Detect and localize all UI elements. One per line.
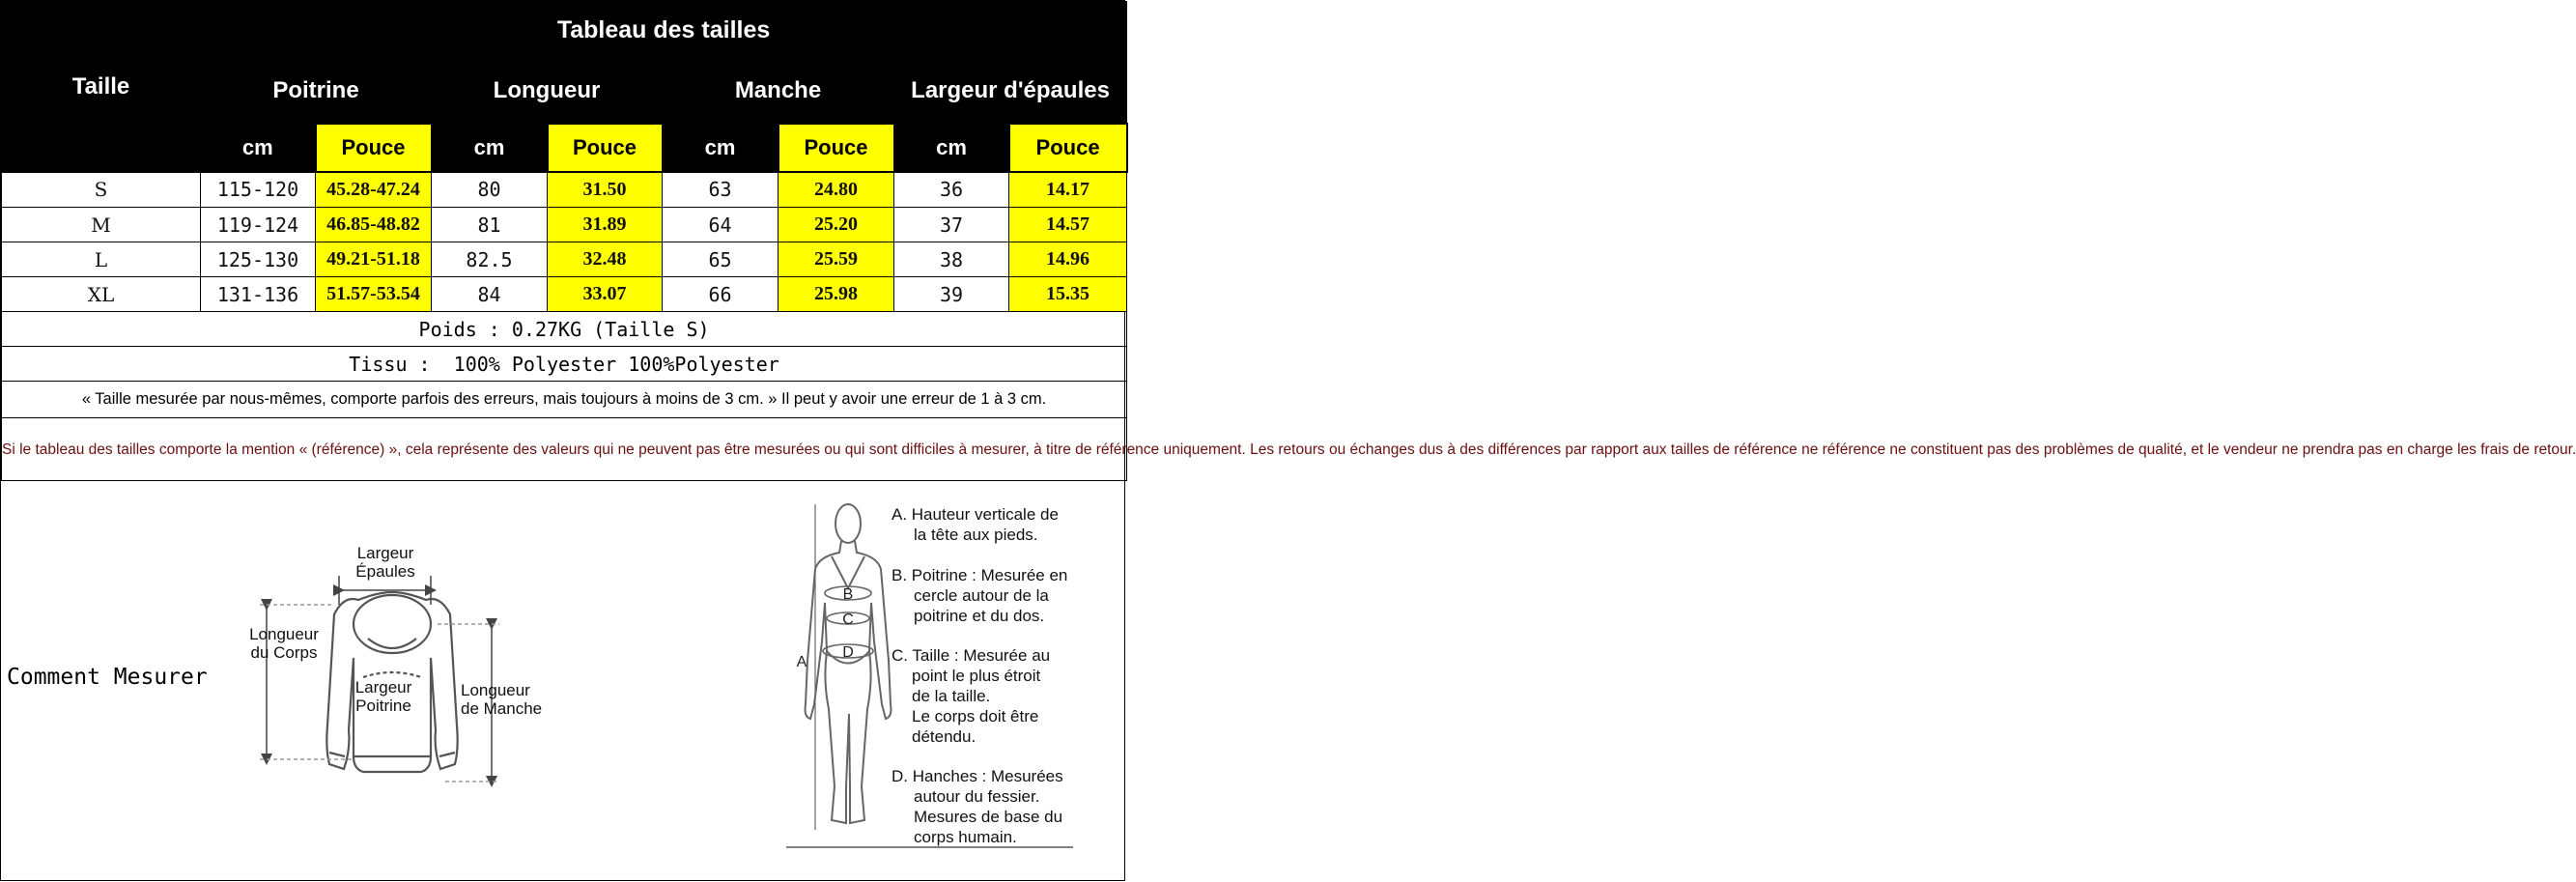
legend-text: détendu. — [912, 727, 977, 746]
legend-text: C. Taille : Mesurée au — [892, 646, 1051, 665]
legend-text: point le plus étroit — [912, 667, 1041, 685]
table-row — [2, 242, 1127, 277]
unit-cm: cm — [894, 124, 1009, 172]
legend-text: la tête aux pieds. — [914, 526, 1038, 544]
chest-cm-cell: 131-136 — [201, 277, 316, 312]
length-inch-cell: 33.07 — [548, 277, 663, 312]
reference-note: Si le tableau des tailles comporte la mention « (référence) », cela représente des valeurs qui ne peuvent pas être mesurées ou qui sont difficiles à mesurer, à titre de référence uniquement. Les retours ou échanges dus à des différences par rapport aux tailles de référence ne référence ne constituent pas des problèmes de qualité, et le vendeur ne prendra pas en charge les frais de retour. — [2, 418, 1127, 481]
body-letter-d: D — [842, 644, 854, 661]
length-cm-cell: 82.5 — [432, 242, 548, 277]
sleeve-inch-cell: 24.80 — [778, 172, 894, 208]
shoulder-inch-cell: 15.35 — [1009, 277, 1127, 312]
length-inch-cell: 32.48 — [548, 242, 663, 277]
chest-cm-cell: 119-124 — [201, 208, 316, 242]
length-cm-cell: 81 — [432, 208, 548, 242]
sleeve-label-1: Longueur — [461, 681, 530, 699]
legend-text: poitrine et du dos. — [914, 607, 1045, 625]
legend-text: autour du fessier. — [914, 787, 1040, 806]
unit-inch: Pouce — [1009, 124, 1127, 172]
length-inch-cell: 31.89 — [548, 208, 663, 242]
sleeve-cm-cell: 64 — [663, 208, 778, 242]
sleeve-label-2: de Manche — [461, 699, 543, 718]
sleeve-cm-cell: 65 — [663, 242, 778, 277]
shoulder-label-1: Largeur — [356, 544, 414, 562]
length-cm-cell: 80 — [432, 172, 548, 208]
legend-a — [892, 504, 1059, 545]
legend-b — [892, 565, 1067, 626]
shoulder-label-2: Épaules — [355, 562, 415, 581]
sleeve-inch-cell: 25.59 — [778, 242, 894, 277]
chest-inch-cell: 46.85-48.82 — [316, 208, 432, 242]
chest-cm-cell: 125-130 — [201, 242, 316, 277]
legend-text: B. Poitrine : Mesurée en — [892, 566, 1068, 584]
how-to-measure-label: Comment Mesurer — [7, 665, 208, 690]
body-letter-c: C — [842, 612, 854, 628]
unit-cm: cm — [201, 124, 316, 172]
size-cell: XL — [2, 277, 201, 312]
size-cell: M — [2, 208, 201, 242]
legend-text: Le corps doit être — [912, 707, 1039, 726]
unit-inch: Pouce — [778, 124, 894, 172]
measure-note: « Taille mesurée par nous-mêmes, comporte parfois des erreurs, mais toujours à moins de 3 cm. » Il peut y avoir une erreur de 1 à 3 cm. — [2, 382, 1127, 418]
sweater-measurement-diagram — [233, 532, 561, 841]
legend-text: Mesures de base du — [914, 808, 1063, 826]
legend-text: de la taille. — [912, 687, 991, 705]
sleeve-cm-cell: 63 — [663, 172, 778, 208]
unit-inch: Pouce — [548, 124, 663, 172]
legend-c — [892, 645, 1050, 747]
sleeve-inch-cell: 25.98 — [778, 277, 894, 312]
chest-label-1: Largeur — [354, 678, 412, 697]
group-length: Longueur — [432, 59, 663, 125]
group-sleeve: Manche — [663, 59, 894, 125]
unit-inch: Pouce — [316, 124, 432, 172]
fabric-row: Tissu : 100% Polyester 100%Polyester — [2, 347, 1127, 382]
table-row — [2, 277, 1127, 312]
legend-d — [892, 766, 1063, 847]
shoulder-inch-cell: 14.57 — [1009, 208, 1127, 242]
size-header: Taille — [2, 2, 201, 173]
legend-text: corps humain. — [914, 828, 1017, 846]
size-table — [1, 1, 2576, 481]
body-letter-a: A — [796, 654, 807, 670]
weight-row: Poids : 0.27KG (Taille S) — [2, 312, 1127, 347]
shoulder-cm-cell: 36 — [894, 172, 1009, 208]
chest-inch-cell: 45.28-47.24 — [316, 172, 432, 208]
table-row — [2, 172, 1127, 208]
size-cell: S — [2, 172, 201, 208]
body-length-label-1: Longueur — [249, 625, 319, 643]
body-letter-b: B — [842, 586, 854, 603]
chest-cm-cell: 115-120 — [201, 172, 316, 208]
group-shoulder: Largeur d'épaules — [894, 59, 1127, 125]
unit-cm: cm — [432, 124, 548, 172]
shoulder-cm-cell: 37 — [894, 208, 1009, 242]
legend-text: D. Hanches : Mesurées — [892, 767, 1063, 785]
legend-text: cercle autour de la — [914, 586, 1049, 605]
group-chest: Poitrine — [201, 59, 432, 125]
legend-text: A. Hauteur verticale de — [892, 505, 1059, 524]
chest-label-2: Poitrine — [355, 697, 411, 715]
length-inch-cell: 31.50 — [548, 172, 663, 208]
length-cm-cell: 84 — [432, 277, 548, 312]
size-cell: L — [2, 242, 201, 277]
human-body-icon — [806, 504, 892, 823]
table-row — [2, 208, 1127, 242]
shoulder-cm-cell: 39 — [894, 277, 1009, 312]
shoulder-inch-cell: 14.17 — [1009, 172, 1127, 208]
chart-title: Tableau des tailles — [201, 2, 1127, 59]
sleeve-inch-cell: 25.20 — [778, 208, 894, 242]
how-to-measure-section — [1, 489, 1126, 882]
shoulder-cm-cell: 38 — [894, 242, 1009, 277]
chest-inch-cell: 49.21-51.18 — [316, 242, 432, 277]
chest-inch-cell: 51.57-53.54 — [316, 277, 432, 312]
sleeve-cm-cell: 66 — [663, 277, 778, 312]
unit-cm: cm — [663, 124, 778, 172]
body-length-label-2: du Corps — [250, 643, 318, 662]
shoulder-inch-cell: 14.96 — [1009, 242, 1127, 277]
